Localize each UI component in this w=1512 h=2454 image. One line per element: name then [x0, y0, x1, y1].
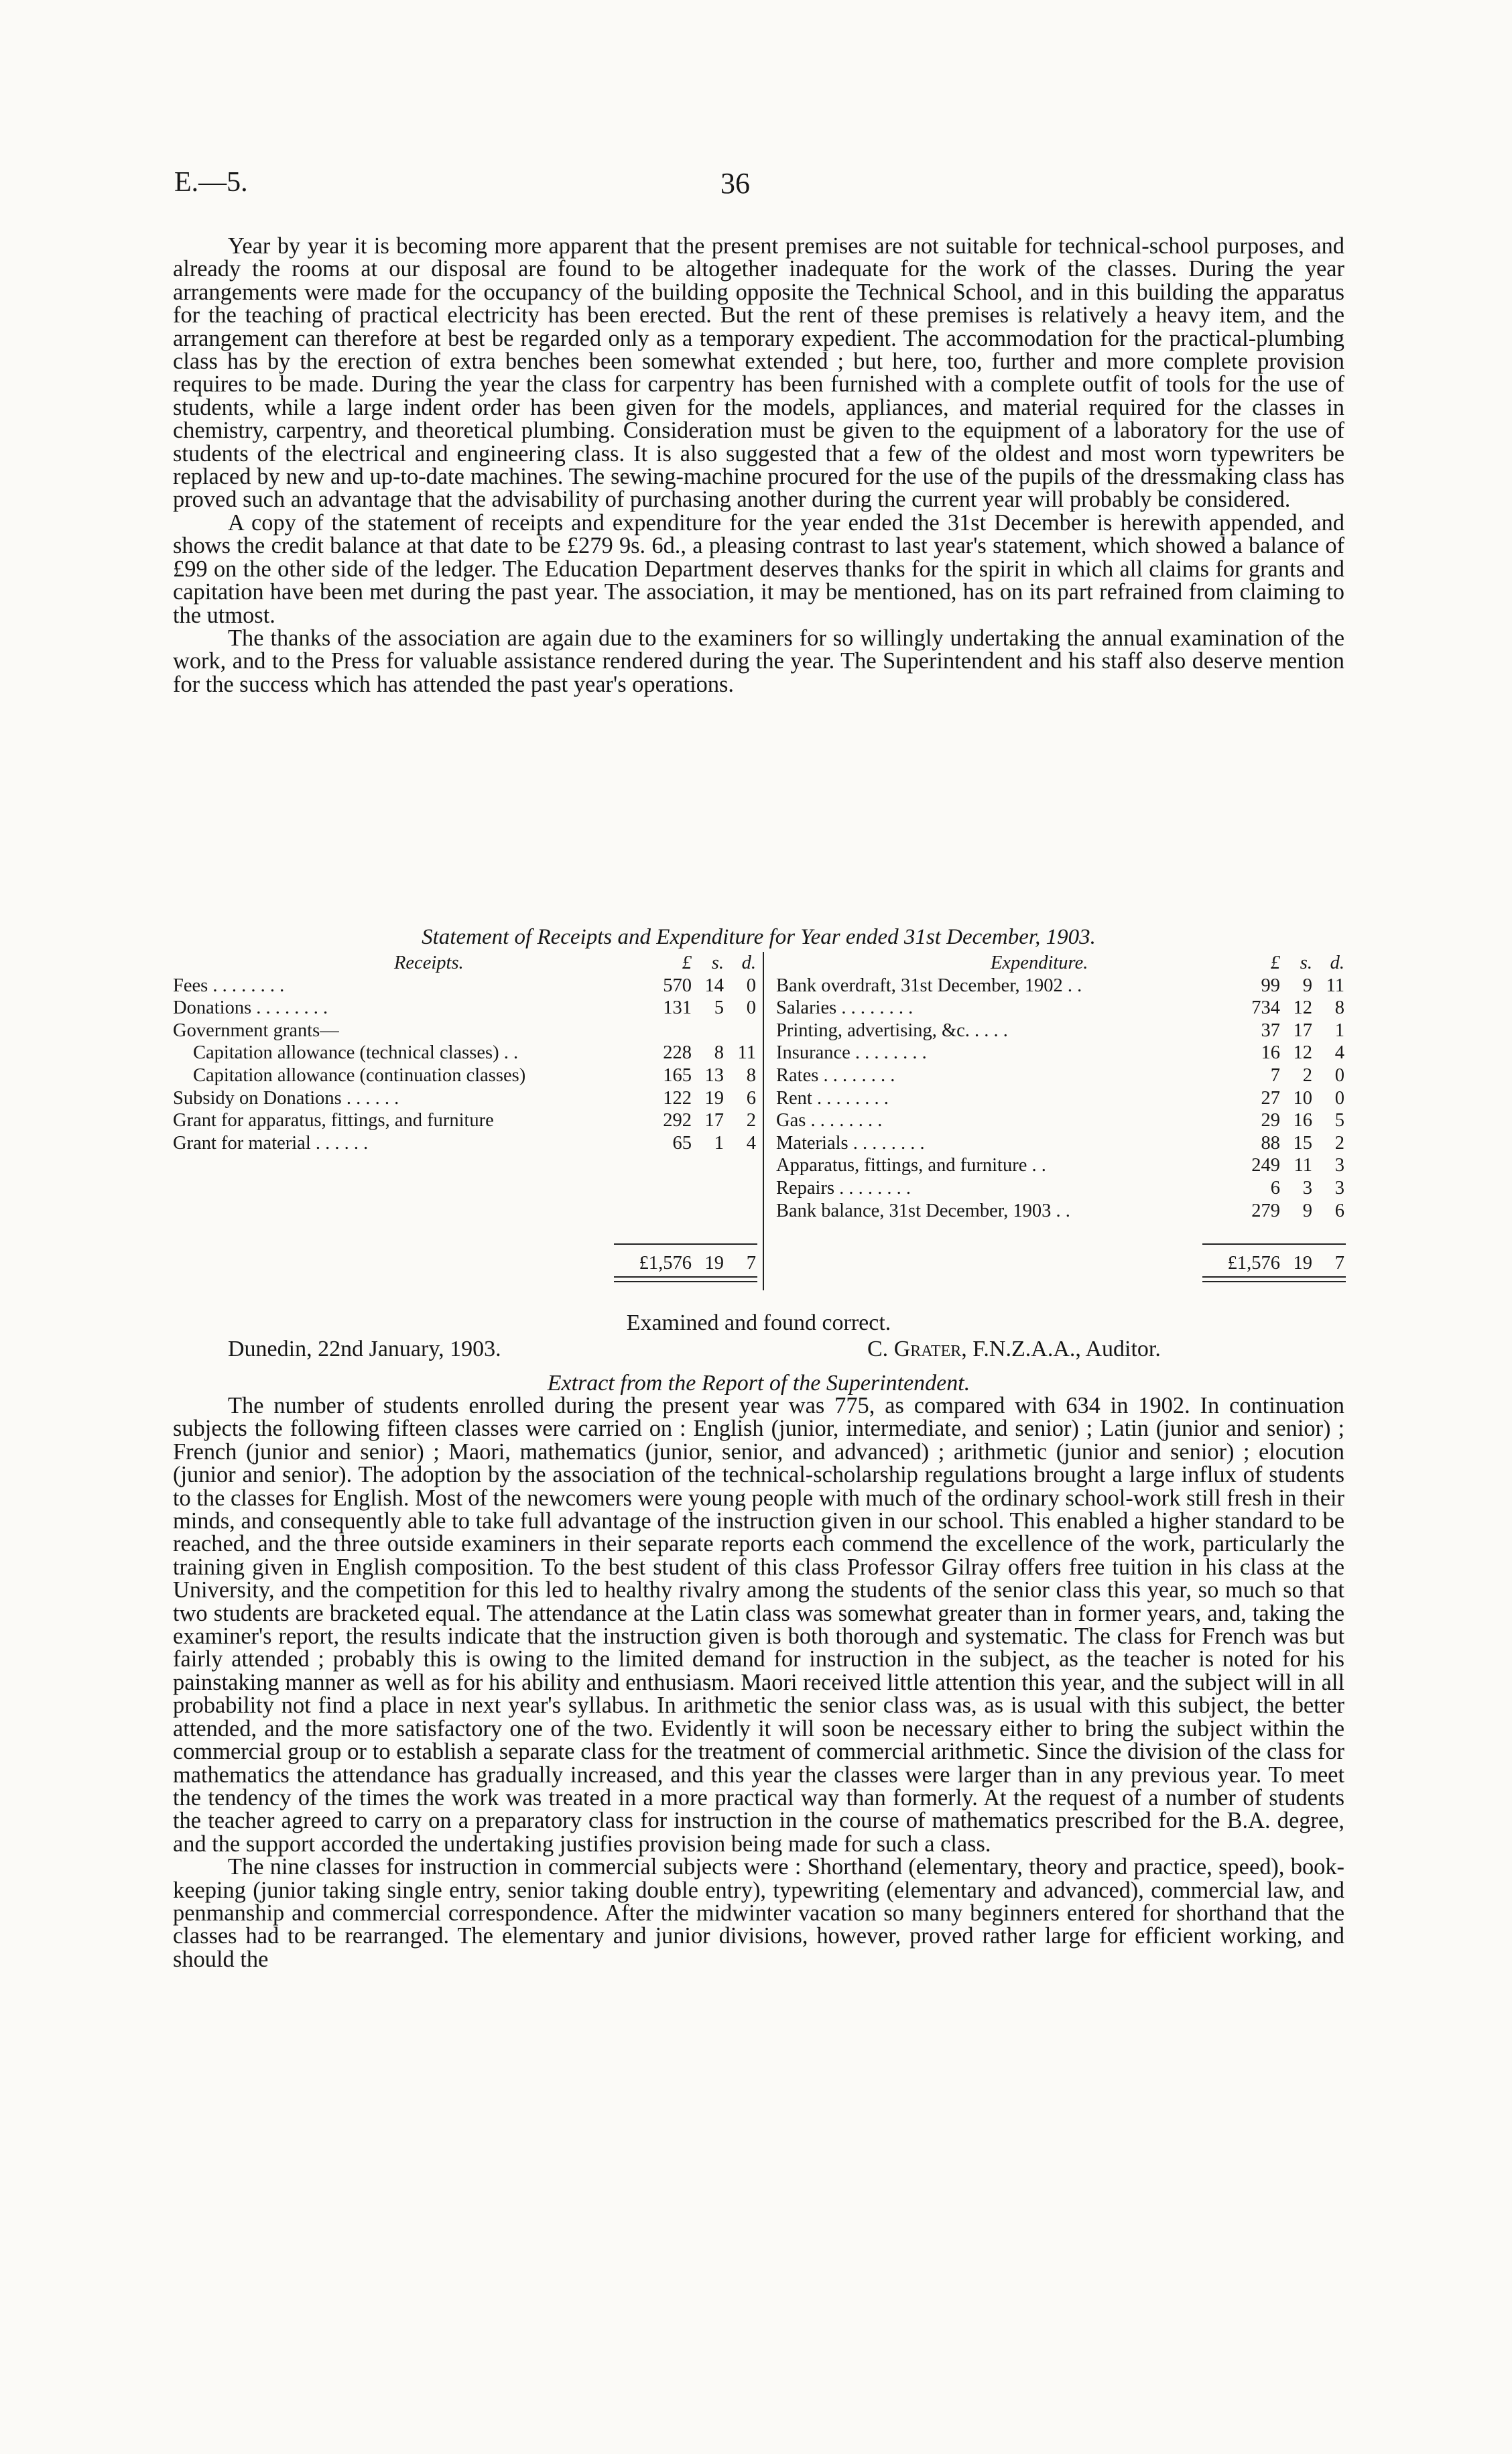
receipt-pounds: 122	[663, 1087, 692, 1109]
expenditure-label: Salaries . . . . . . . .	[776, 997, 914, 1019]
expenditure-pence: 6	[1334, 1200, 1344, 1221]
receipts-rows	[173, 975, 756, 1155]
expenditure-pounds: 279	[1251, 1200, 1280, 1221]
expenditure-pounds: 27	[1261, 1087, 1280, 1109]
expenditure-shillings: 2	[1302, 1064, 1312, 1086]
expenditure-shillings: 11	[1294, 1155, 1312, 1176]
receipt-row	[173, 997, 756, 1020]
expenditure-shillings: 10	[1293, 1087, 1312, 1109]
expenditure-column	[769, 952, 1344, 1300]
expenditure-label: Insurance . . . . . . . .	[776, 1042, 927, 1064]
pounds-header: £	[682, 953, 692, 973]
receipt-shillings: 19	[704, 1087, 724, 1109]
expenditure-pence: 11	[1326, 975, 1344, 996]
pence-header: d.	[1330, 953, 1344, 973]
expenditure-header-row	[769, 952, 1344, 975]
auditor-initial: C.	[867, 1337, 889, 1361]
receipt-pounds: 292	[663, 1110, 692, 1131]
column-divider	[763, 952, 764, 1290]
receipt-shillings: 5	[714, 997, 724, 1019]
expenditure-label: Printing, advertising, &c. . . . .	[776, 1020, 1008, 1041]
paragraph-statement-summary: A copy of the statement of receipts and expenditure for the year ended the 31st December is herewith appended, and shows the credit balance at that date to be £279 9s. 6d., a pleasing contrast to last year's statement, which showed a balance of £99 on the other side of the ledger. The Education Department deserves thanks for the spirit in which all claims for grants and capitation have been met during the past year. The association, it may be mentioned, has on its part refrained from claiming to the utmost.	[173, 509, 1344, 628]
audit-place-date: Dunedin, 22nd January, 1903.	[228, 1337, 501, 1361]
expenditure-amount	[1204, 1109, 1344, 1132]
pence-header: d.	[741, 953, 756, 973]
expenditure-pounds: 249	[1251, 1155, 1280, 1176]
extract-title: Extract from the Report of the Superintendent.	[547, 1371, 970, 1396]
report-text	[173, 1394, 1344, 1971]
expenditure-shillings: 9	[1302, 1200, 1312, 1221]
expenditure-shillings: 17	[1293, 1020, 1312, 1041]
receipt-label: Donations . . . . . . . .	[173, 997, 328, 1019]
expenditure-amount	[1204, 1177, 1344, 1200]
receipt-row	[173, 1132, 756, 1155]
paragraph-commercial: The nine classes for instruction in commercial subjects were : Shorthand (elementary, theory and practice, speed), book-keeping (junior taking single entry, senior taking double entry), typewriting (elementary and advanced), commercial law, and penmanship and commercial correspondence. After the midwinter vacation so many beginners entered for shorthand that the classes had to be rearranged. The elementary and junior divisions, however, proved rather large for efficient working, and should the	[173, 1854, 1344, 1972]
expenditure-pounds: 734	[1251, 997, 1280, 1019]
expenditure-pence: 3	[1334, 1155, 1344, 1176]
expenditure-label: Repairs . . . . . . . .	[776, 1177, 911, 1199]
receipts-total-shillings: 19	[704, 1253, 724, 1274]
receipt-pence: 2	[746, 1110, 756, 1131]
paragraph-enrolment: The number of students enrolled during the present year was 775, as compared with 634 in 1902. In continuation subjects the following fifteen classes were carried on : English (junior, intermediate, and senior) ; Latin (junior and senior) ; French (junior and senior) ; Maori, mathematics (junior, senior, and advanced) ; arithmetic (junior and senior) ; elocution (junior and senior). The adoption by the association of the technical-scholarship regulations brought a large influx of students to the classes for English. Most of the newcomers were young people with much of the ordinary school-work still fresh in their minds, and consequently able to take full advantage of the instruction given in our school. This enabled a higher standard to be reached, and the three outside examiners in their separate reports each commend the excellence of the work, particularly the training given in English composition. To the best student of this class Professor Gilray offers free tuition in his class at the University, and the competition for this led to healthy rivalry among the students of the senior class this year, so much so that two students are bracketed equal. The attendance at the Latin class was somewhat greater than in former years, and, taking the examiner's report, the results indicate that the instruction given is both thorough and systematic. The class for French was but fairly attended ; probably this is owing to the limited demand for instruction in the subject, as the teacher is noted for his painstaking manner as well as for his ability and enthusiasm. Maori received little attention this year, and the subject will in all probability not find a place in next year's syllabus. In arithmetic the senior class was, as is usual with this subject, the better attended, and the more satisfactory one of the two. Evidently it will soon be necessary either to bring the subject within the commercial group or to establish a separate class for the treatment of commercial arithmetic. Since the division of the class for mathematics the attendance has gradually increased, and this year the classes were larger than in any previous year. To meet the tendency of the times the work was treated in a more practical way than formerly. At the request of a number of students the teacher agreed to carry on a preparatory class for instruction in the course of mathematics prescribed for the B.A. degree, and the support accorded the undertaking justifies provision being made for such a class.	[173, 1393, 1344, 1857]
receipt-row	[173, 1064, 756, 1087]
auditor-title: , F.N.Z.A.A., Auditor.	[961, 1337, 1161, 1361]
expenditure-row	[769, 1109, 1344, 1132]
expenditure-rows	[769, 975, 1344, 1223]
expenditure-amount	[1204, 997, 1344, 1020]
receipts-total-rule	[614, 1243, 757, 1245]
expenditure-pence: 5	[1334, 1110, 1344, 1131]
receipts-total-pence: 7	[746, 1253, 756, 1274]
receipt-shillings: 1	[714, 1132, 724, 1154]
expenditure-pounds: 6	[1270, 1177, 1280, 1199]
paragraph-premises: Year by year it is becoming more apparent that the present premises are not suitable for technical-school purposes, and already the rooms at our disposal are found to be altogether inadequate for the work of the classes. During the year arrangements were made for the occupancy of the building opposite the Technical School, and in this building the apparatus for the teaching of practical electricity has been erected. But the rent of these premises is relatively a heavy item, and the arrangement can therefore at best be regarded only as a temporary expedient. The accommodation for the practical-plumbing class has by the erection of extra benches been somewhat extended ; but here, too, further and more complete provision requires to be made. During the year the class for carpentry has been furnished with a complete outfit of tools for the use of students, while a large indent order has been given for the models, appliances, and material required for the classes in chemistry, carpentry, and theoretical plumbing. Consideration must be given to the equipment of a laboratory for the use of students of the electrical and engineering class. It is also suggested that a few of the oldest and most worn typewriters be replaced by new and up-to-date machines. The sewing-machine procured for the use of the pupils of the dressmaking class has proved such an advantage that the advisability of purchasing another during the current year will probably be considered.	[173, 233, 1344, 513]
receipts-column	[173, 952, 756, 1300]
receipt-row	[173, 1109, 756, 1132]
page-number: 36	[720, 167, 750, 200]
receipt-shillings: 14	[704, 975, 724, 996]
expenditure-amount	[1204, 1087, 1344, 1110]
auditor-signature	[867, 1337, 1161, 1362]
expenditure-pence: 4	[1334, 1042, 1344, 1064]
receipt-amount	[615, 975, 756, 997]
receipt-label: Grant for apparatus, fittings, and furniture	[173, 1110, 494, 1131]
expenditure-heading: Expenditure.	[991, 953, 1088, 973]
expenditure-row	[769, 1200, 1344, 1223]
expenditure-total-rule	[1202, 1243, 1346, 1245]
expenditure-pence: 3	[1334, 1177, 1344, 1199]
pounds-header: £	[1270, 953, 1280, 973]
expenditure-shillings: 12	[1293, 997, 1312, 1019]
expenditure-label: Bank overdraft, 31st December, 1902 . .	[776, 975, 1082, 996]
receipts-header-row	[173, 952, 756, 975]
auditor-name: Grater	[893, 1337, 962, 1361]
expenditure-amount	[1204, 1200, 1344, 1223]
expenditure-pence: 2	[1334, 1132, 1344, 1154]
receipt-pounds: 131	[663, 997, 692, 1019]
expenditure-row	[769, 1020, 1344, 1042]
receipts-total-row	[173, 1252, 756, 1275]
receipt-label: Subsidy on Donations . . . . . .	[173, 1087, 399, 1109]
receipt-amount	[615, 1109, 756, 1132]
receipt-pence: 0	[746, 975, 756, 996]
expenditure-row	[769, 1132, 1344, 1155]
expenditure-total-pounds: £1,576	[1227, 1253, 1280, 1274]
expenditure-label: Materials . . . . . . . .	[776, 1132, 925, 1154]
expenditure-pounds: 29	[1261, 1110, 1280, 1131]
expenditure-label: Apparatus, fittings, and furniture . .	[776, 1155, 1046, 1176]
receipt-pence: 4	[746, 1132, 756, 1154]
receipt-pence: 11	[737, 1042, 756, 1064]
receipt-label: Grant for material . . . . . .	[173, 1132, 369, 1154]
receipt-pence: 8	[746, 1064, 756, 1086]
receipt-pounds: 228	[663, 1042, 692, 1064]
receipt-label: Capitation allowance (continuation classes)	[193, 1064, 526, 1086]
expenditure-pence: 1	[1334, 1020, 1344, 1041]
receipt-row	[173, 1087, 756, 1110]
expenditure-shillings: 9	[1302, 975, 1312, 996]
receipt-amount	[615, 1132, 756, 1155]
expenditure-pounds: 37	[1261, 1020, 1280, 1041]
receipt-row	[173, 975, 756, 997]
receipt-pence: 6	[746, 1087, 756, 1109]
expenditure-row	[769, 975, 1344, 997]
statement-title: Statement of Receipts and Expenditure for Year ended 31st December, 1903.	[422, 925, 1096, 949]
expenditure-total-shillings: 19	[1293, 1253, 1312, 1274]
expenditure-pence: 8	[1334, 997, 1344, 1019]
expenditure-label: Bank balance, 31st December, 1903 . .	[776, 1200, 1070, 1221]
expenditure-row	[769, 1154, 1344, 1177]
receipt-shillings: 13	[704, 1064, 724, 1086]
receipt-amount	[615, 1042, 756, 1064]
receipt-label: Government grants—	[173, 1020, 339, 1041]
receipt-row	[173, 1042, 756, 1064]
expenditure-amount	[1204, 975, 1344, 997]
expenditure-row	[769, 997, 1344, 1020]
expenditure-label: Gas . . . . . . . .	[776, 1110, 883, 1131]
expenditure-row	[769, 1177, 1344, 1200]
expenditure-pounds: 16	[1261, 1042, 1280, 1064]
shillings-header: s.	[1300, 953, 1312, 973]
expenditure-shillings: 16	[1293, 1110, 1312, 1131]
receipt-pounds: 165	[663, 1064, 692, 1086]
receipt-amount	[615, 1064, 756, 1087]
shillings-header: s.	[711, 953, 724, 973]
intro-text	[173, 235, 1344, 696]
receipt-pounds: 570	[663, 975, 692, 996]
receipts-double-rule	[614, 1276, 757, 1282]
expenditure-shillings: 3	[1302, 1177, 1312, 1199]
expenditure-row	[769, 1087, 1344, 1110]
expenditure-amount	[1204, 1132, 1344, 1155]
expenditure-pence: 0	[1334, 1064, 1344, 1086]
expenditure-pounds: 99	[1261, 975, 1280, 996]
expenditure-amount	[1204, 1020, 1344, 1042]
audit-examined: Examined and found correct.	[626, 1310, 891, 1335]
expenditure-double-rule	[1202, 1276, 1346, 1282]
expenditure-shillings: 12	[1293, 1042, 1312, 1064]
expenditure-amount	[1204, 1154, 1344, 1177]
receipt-pounds: 65	[672, 1132, 692, 1154]
receipt-amount	[615, 997, 756, 1020]
receipts-total-pounds: £1,576	[639, 1253, 692, 1274]
document-reference: E.—5.	[174, 167, 248, 198]
expenditure-amount	[1204, 1064, 1344, 1087]
expenditure-pounds: 7	[1270, 1064, 1280, 1086]
expenditure-total-row	[769, 1252, 1344, 1275]
receipt-shillings: 8	[714, 1042, 724, 1064]
expenditure-amount	[1204, 1042, 1344, 1064]
paragraph-thanks: The thanks of the association are again due to the examiners for so willingly undertaking the annual examination of the work, and to the Press for valuable assistance rendered during the year. The Superintendent and his staff also deserve mention for the success which has attended the past year's operations.	[173, 625, 1344, 697]
expenditure-pence: 0	[1334, 1087, 1344, 1109]
expenditure-pounds: 88	[1261, 1132, 1280, 1154]
receipt-pence: 0	[746, 997, 756, 1019]
expenditure-label: Rates . . . . . . . .	[776, 1064, 895, 1086]
expenditure-label: Rent . . . . . . . .	[776, 1087, 889, 1109]
receipt-shillings: 17	[704, 1110, 724, 1131]
receipt-label: Capitation allowance (technical classes) . .	[193, 1042, 519, 1064]
receipt-row	[173, 1020, 756, 1042]
expenditure-shillings: 15	[1293, 1132, 1312, 1154]
receipt-amount	[615, 1087, 756, 1110]
receipts-heading: Receipts.	[394, 953, 464, 973]
expenditure-row	[769, 1064, 1344, 1087]
receipt-label: Fees . . . . . . . .	[173, 975, 285, 996]
expenditure-row	[769, 1042, 1344, 1064]
expenditure-total-pence: 7	[1334, 1253, 1344, 1274]
